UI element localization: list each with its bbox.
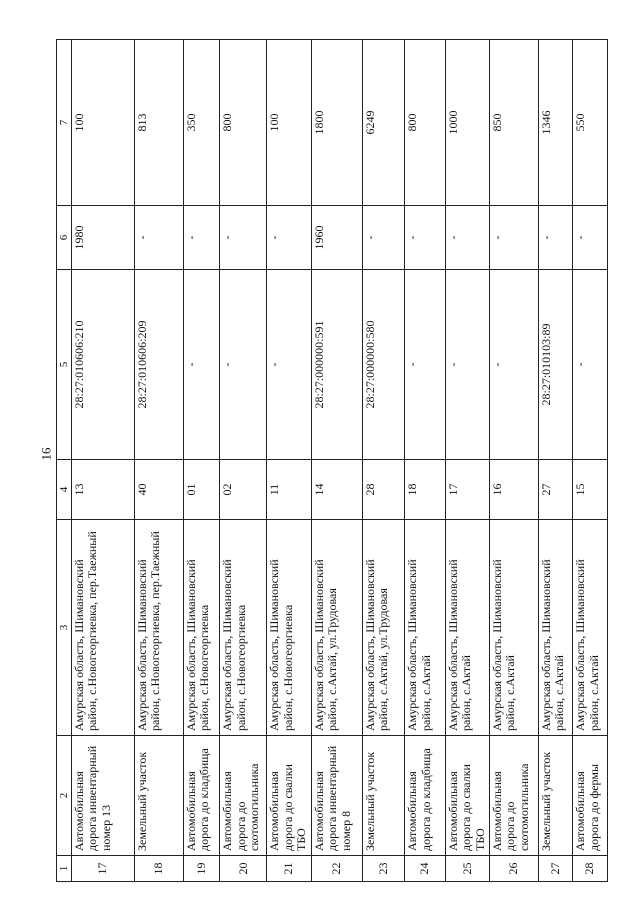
address-cell: Амурская область, Шимановский район, с.Новогеоргиевка: [220, 520, 267, 736]
name-cell: Автомобильная дорога до свалки ТБО: [446, 736, 490, 856]
cadastral-number-cell: 28:27:010606:209: [135, 270, 184, 460]
row-number-cell: 23: [362, 856, 405, 882]
column-header: 5: [57, 270, 72, 460]
value-cell: 550: [573, 40, 608, 206]
value-cell: 800: [220, 40, 267, 206]
year-cell: -: [573, 206, 608, 270]
value-cell: 813: [135, 40, 184, 206]
column-header: 2: [57, 736, 72, 856]
cadastral-number-cell: 28:27:000000:580: [362, 270, 405, 460]
header-row: [57, 40, 72, 882]
name-cell: Автомобильная дорога до кладбища: [183, 736, 220, 856]
name-cell: Земельный участок: [538, 736, 573, 856]
row-number-cell: 17: [72, 856, 135, 882]
table-row: [490, 40, 539, 882]
value-cell: 800: [405, 40, 446, 206]
code-cell: 14: [311, 460, 362, 520]
value-cell: 1000: [446, 40, 490, 206]
cadastral-number-cell: -: [490, 270, 539, 460]
value-cell: 100: [267, 40, 312, 206]
row-number-cell: 25: [446, 856, 490, 882]
table-row: [446, 40, 490, 882]
name-cell: Автомобильная дорога до скотомогильника: [220, 736, 267, 856]
page-number: 16: [38, 447, 54, 461]
value-cell: 1346: [538, 40, 573, 206]
column-header: 1: [57, 856, 72, 882]
table-row: [311, 40, 362, 882]
table-row: [573, 40, 608, 882]
code-cell: 16: [490, 460, 539, 520]
table-row: [220, 40, 267, 882]
code-cell: 02: [220, 460, 267, 520]
year-cell: -: [267, 206, 312, 270]
code-cell: 18: [405, 460, 446, 520]
table-row: [405, 40, 446, 882]
year-cell: -: [405, 206, 446, 270]
name-cell: Земельный участок: [362, 736, 405, 856]
address-cell: Амурская область, Шимановский район, с.Актай: [490, 520, 539, 736]
cadastral-number-cell: 28:27:000000:591: [311, 270, 362, 460]
column-header: 7: [57, 40, 72, 206]
year-cell: -: [135, 206, 184, 270]
code-cell: 13: [72, 460, 135, 520]
table-row: [538, 40, 573, 882]
address-cell: Амурская область, Шимановский район, с.Актай, ул.Трудовая: [311, 520, 362, 736]
year-cell: 1980: [72, 206, 135, 270]
value-cell: 350: [183, 40, 220, 206]
code-cell: 28: [362, 460, 405, 520]
code-cell: 17: [446, 460, 490, 520]
year-cell: -: [490, 206, 539, 270]
row-number-cell: 22: [311, 856, 362, 882]
address-cell: Амурская область, Шимановский район, с.Актай: [446, 520, 490, 736]
name-cell: Автомобильная дорога инвентарный номер 8: [311, 736, 362, 856]
code-cell: 40: [135, 460, 184, 520]
name-cell: Автомобильная дорога до скотомогильника: [490, 736, 539, 856]
row-number-cell: 20: [220, 856, 267, 882]
address-cell: Амурская область, Шимановский район, с.Новогеоргиевка: [267, 520, 312, 736]
address-cell: Амурская область, Шимановский район, с.Новогеоргиевка, пер.Таежный: [72, 520, 135, 736]
cadastral-number-cell: 28:27:010606:210: [72, 270, 135, 460]
address-cell: Амурская область, Шимановский район, с.Актай, ул.Трудовая: [362, 520, 405, 736]
table-row: [72, 40, 135, 882]
value-cell: 1800: [311, 40, 362, 206]
code-cell: 15: [573, 460, 608, 520]
table-row: [267, 40, 312, 882]
table-row: [362, 40, 405, 882]
column-header: 4: [57, 460, 72, 520]
cadastral-number-cell: -: [183, 270, 220, 460]
code-cell: 11: [267, 460, 312, 520]
name-cell: Автомобильная дорога до фермы: [573, 736, 608, 856]
year-cell: -: [220, 206, 267, 270]
address-cell: Амурская область, Шимановский район, с.Новогеоргиевка: [183, 520, 220, 736]
table-body: [72, 40, 608, 882]
name-cell: Земельный участок: [135, 736, 184, 856]
row-number-cell: 18: [135, 856, 184, 882]
address-cell: Амурская область, Шимановский район, с.Актай: [573, 520, 608, 736]
cadastral-number-cell: -: [446, 270, 490, 460]
address-cell: Амурская область, Шимановский район, с.Актай: [538, 520, 573, 736]
row-number-cell: 19: [183, 856, 220, 882]
column-header: 6: [57, 206, 72, 270]
value-cell: 850: [490, 40, 539, 206]
row-number-cell: 24: [405, 856, 446, 882]
row-number-cell: 28: [573, 856, 608, 882]
row-number-cell: 26: [490, 856, 539, 882]
table-container: [56, 40, 608, 882]
table-row: [183, 40, 220, 882]
name-cell: Автомобильная дорога до кладбища: [405, 736, 446, 856]
year-cell: 1960: [311, 206, 362, 270]
cadastral-number-cell: 28:27:010103:89: [538, 270, 573, 460]
code-cell: 01: [183, 460, 220, 520]
address-cell: Амурская область, Шимановский район, с.Актай: [405, 520, 446, 736]
year-cell: -: [446, 206, 490, 270]
name-cell: Автомобильная дорога инвентарный номер 13: [72, 736, 135, 856]
cadastral-number-cell: -: [405, 270, 446, 460]
value-cell: 100: [72, 40, 135, 206]
year-cell: -: [183, 206, 220, 270]
value-cell: 6249: [362, 40, 405, 206]
property-table: [56, 39, 608, 882]
cadastral-number-cell: -: [573, 270, 608, 460]
year-cell: -: [538, 206, 573, 270]
row-number-cell: 21: [267, 856, 312, 882]
table-row: [135, 40, 184, 882]
column-header: 3: [57, 520, 72, 736]
address-cell: Амурская область, Шимановский район, с.Новогеоргиевка, пер.Таежный: [135, 520, 184, 736]
cadastral-number-cell: -: [220, 270, 267, 460]
cadastral-number-cell: -: [267, 270, 312, 460]
name-cell: Автомобильная дорога до свалки ТБО: [267, 736, 312, 856]
row-number-cell: 27: [538, 856, 573, 882]
code-cell: 27: [538, 460, 573, 520]
year-cell: -: [362, 206, 405, 270]
